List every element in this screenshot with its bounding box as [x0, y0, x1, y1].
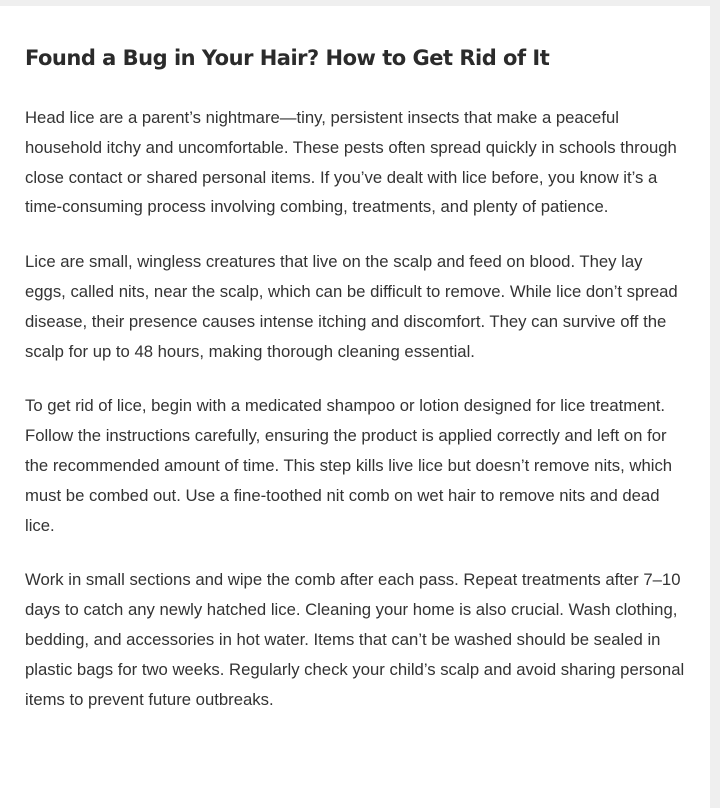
article-paragraph-3: To get rid of lice, begin with a medicated shampoo or lotion designed for lice treatment. Follow the instructions carefully, ensuring the product is applied correctly and left on for the recommended amount of time. This step kills live lice but doesn’t remove nits, which must be combed out. Use a fine-toothed nit comb on wet hair to remove nits and dead lice. — [25, 396, 673, 535]
article-title: Found a Bug in Your Hair? How to Get Rid of It — [25, 46, 550, 70]
article-paragraph-4: Work in small sections and wipe the comb after each pass. Repeat treatments after 7–10 days to catch any newly hatched lice. Cleaning your home is also crucial. Wash clothing, bedding, and accessories in hot water. Items that can’t be washed should be sealed in plastic bags for two weeks. Regularly check your child’s scalp and avoid sharing personal items to prevent future outbreaks. — [25, 570, 685, 709]
article-page — [0, 6, 710, 808]
article-paragraph-2: Lice are small, wingless creatures that live on the scalp and feed on blood. They lay eggs, called nits, near the scalp, which can be difficult to remove. While lice don’t spread disease, their presence causes intense itching and discomfort. They can survive off the scalp for up to 48 hours, making thorough cleaning essential. — [25, 252, 678, 361]
article-paragraph-1: Head lice are a parent’s nightmare—tiny, persistent insects that make a peaceful household itchy and uncomfortable. These pests often spread quickly in schools through close contact or shared personal items. If you’ve dealt with lice before, you know it’s a time-consuming process involving combing, treatments, and plenty of patience. — [25, 108, 677, 217]
